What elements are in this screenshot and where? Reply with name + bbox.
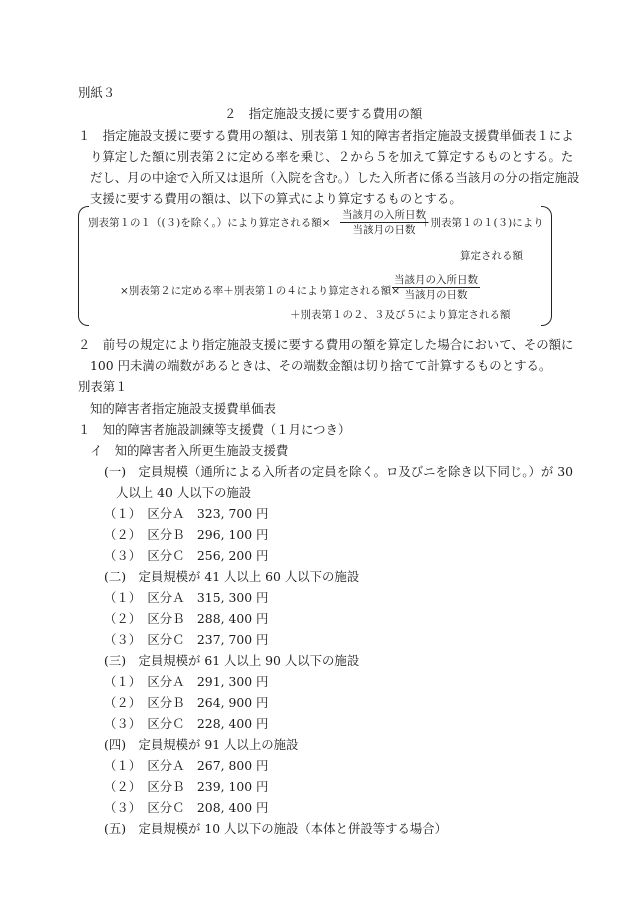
formula-fraction-1 — [340, 208, 428, 237]
list-item: （３） 区分Ｃ 208, 400 円 — [104, 800, 269, 815]
table-1-label: 別表第１ — [78, 379, 128, 394]
section-title: ２ 指定施設支援に要する費用の額 — [224, 106, 423, 121]
item-1: １ 知的障害者施設訓練等支援費（１月につき） — [78, 422, 351, 437]
group-heading: (三) 定員規模が 61 人以上 90 人以下の施設 — [104, 653, 360, 668]
group-heading-continued: 人以上 40 人以下の施設 — [116, 485, 252, 500]
table-1-title: 知的障害者指定施設支援費単価表 — [90, 401, 276, 416]
paragraph-1-line: だし、月の中途で入所又は退所（入院を含む。）した入所者に係る当該月の分の指定施設 — [90, 170, 580, 185]
fraction-numerator: 当該月の入所日数 — [342, 209, 426, 221]
paragraph-2-line: ２ 前号の規定により指定施設支援に要する費用の額を算定した場合において、その額に — [78, 337, 574, 352]
formula-fraction-2 — [392, 273, 480, 302]
fraction-denominator: 当該月の日数 — [404, 289, 468, 301]
paragraph-1-line: 支援に要する費用の額は、以下の算式により算定するものとする。 — [90, 191, 462, 206]
list-item: （３） 区分Ｃ 237, 700 円 — [104, 632, 269, 647]
list-item: （３） 区分Ｃ 228, 400 円 — [104, 716, 269, 731]
fraction-denominator: 当該月の日数 — [352, 224, 416, 236]
group-heading: (一) 定員規模（通所による入所者の定員を除く。ロ及びニを除き以下同じ。）が 30 — [104, 464, 573, 479]
item-i: イ 知的障害者入所更生施設支援費 — [90, 443, 289, 458]
list-item: （２） 区分Ｂ 239, 100 円 — [104, 779, 269, 794]
group-heading: (二) 定員規模が 41 人以上 60 人以下の施設 — [104, 569, 360, 584]
formula-row-3-left: ×別表第２に定める率＋別表第１の４により算定される額× — [120, 285, 401, 297]
list-item: （１） 区分Ａ 291, 300 円 — [104, 674, 269, 689]
formula-row-1-left: 別表第１の１（(３)を除く。）により算定される額× — [88, 217, 331, 229]
attachment-label: 別紙３ — [78, 85, 116, 100]
paragraph-1-line: り算定した額に別表第２に定める率を乗じ、２から５を加えて算定するものとする。た — [90, 149, 574, 164]
paragraph-2-line: 100 円未満の端数があるときは、その端数金額は切り捨てて計算するものとする。 — [90, 358, 552, 373]
group-heading: (四) 定員規模が 91 人以上の施設 — [104, 737, 299, 752]
formula-row-4: ＋別表第１の２、３及び５により算定される額 — [290, 309, 511, 321]
list-item: （２） 区分Ｂ 296, 100 円 — [104, 527, 269, 542]
list-item: （３） 区分Ｃ 256, 200 円 — [104, 548, 269, 563]
list-item: （２） 区分Ｂ 288, 400 円 — [104, 611, 269, 626]
list-item: （１） 区分Ａ 267, 800 円 — [104, 758, 269, 773]
paragraph-1-line: １ 指定施設支援に要する費用の額は、別表第１知的障害者指定施設支援費単価表１によ — [78, 128, 574, 143]
list-item: （１） 区分Ａ 315, 300 円 — [104, 590, 269, 605]
formula-row-2: 算定される額 — [460, 250, 523, 262]
formula-box — [78, 206, 552, 326]
fraction-numerator: 当該月の入所日数 — [394, 274, 478, 286]
formula-row-1-right: ＋別表第１の１(３)により — [420, 217, 544, 229]
list-item: （１） 区分Ａ 323, 700 円 — [104, 506, 269, 521]
group-heading: (五) 定員規模が 10 人以下の施設（本体と併設等する場合） — [104, 821, 448, 836]
list-item: （２） 区分Ｂ 264, 900 円 — [104, 695, 269, 710]
